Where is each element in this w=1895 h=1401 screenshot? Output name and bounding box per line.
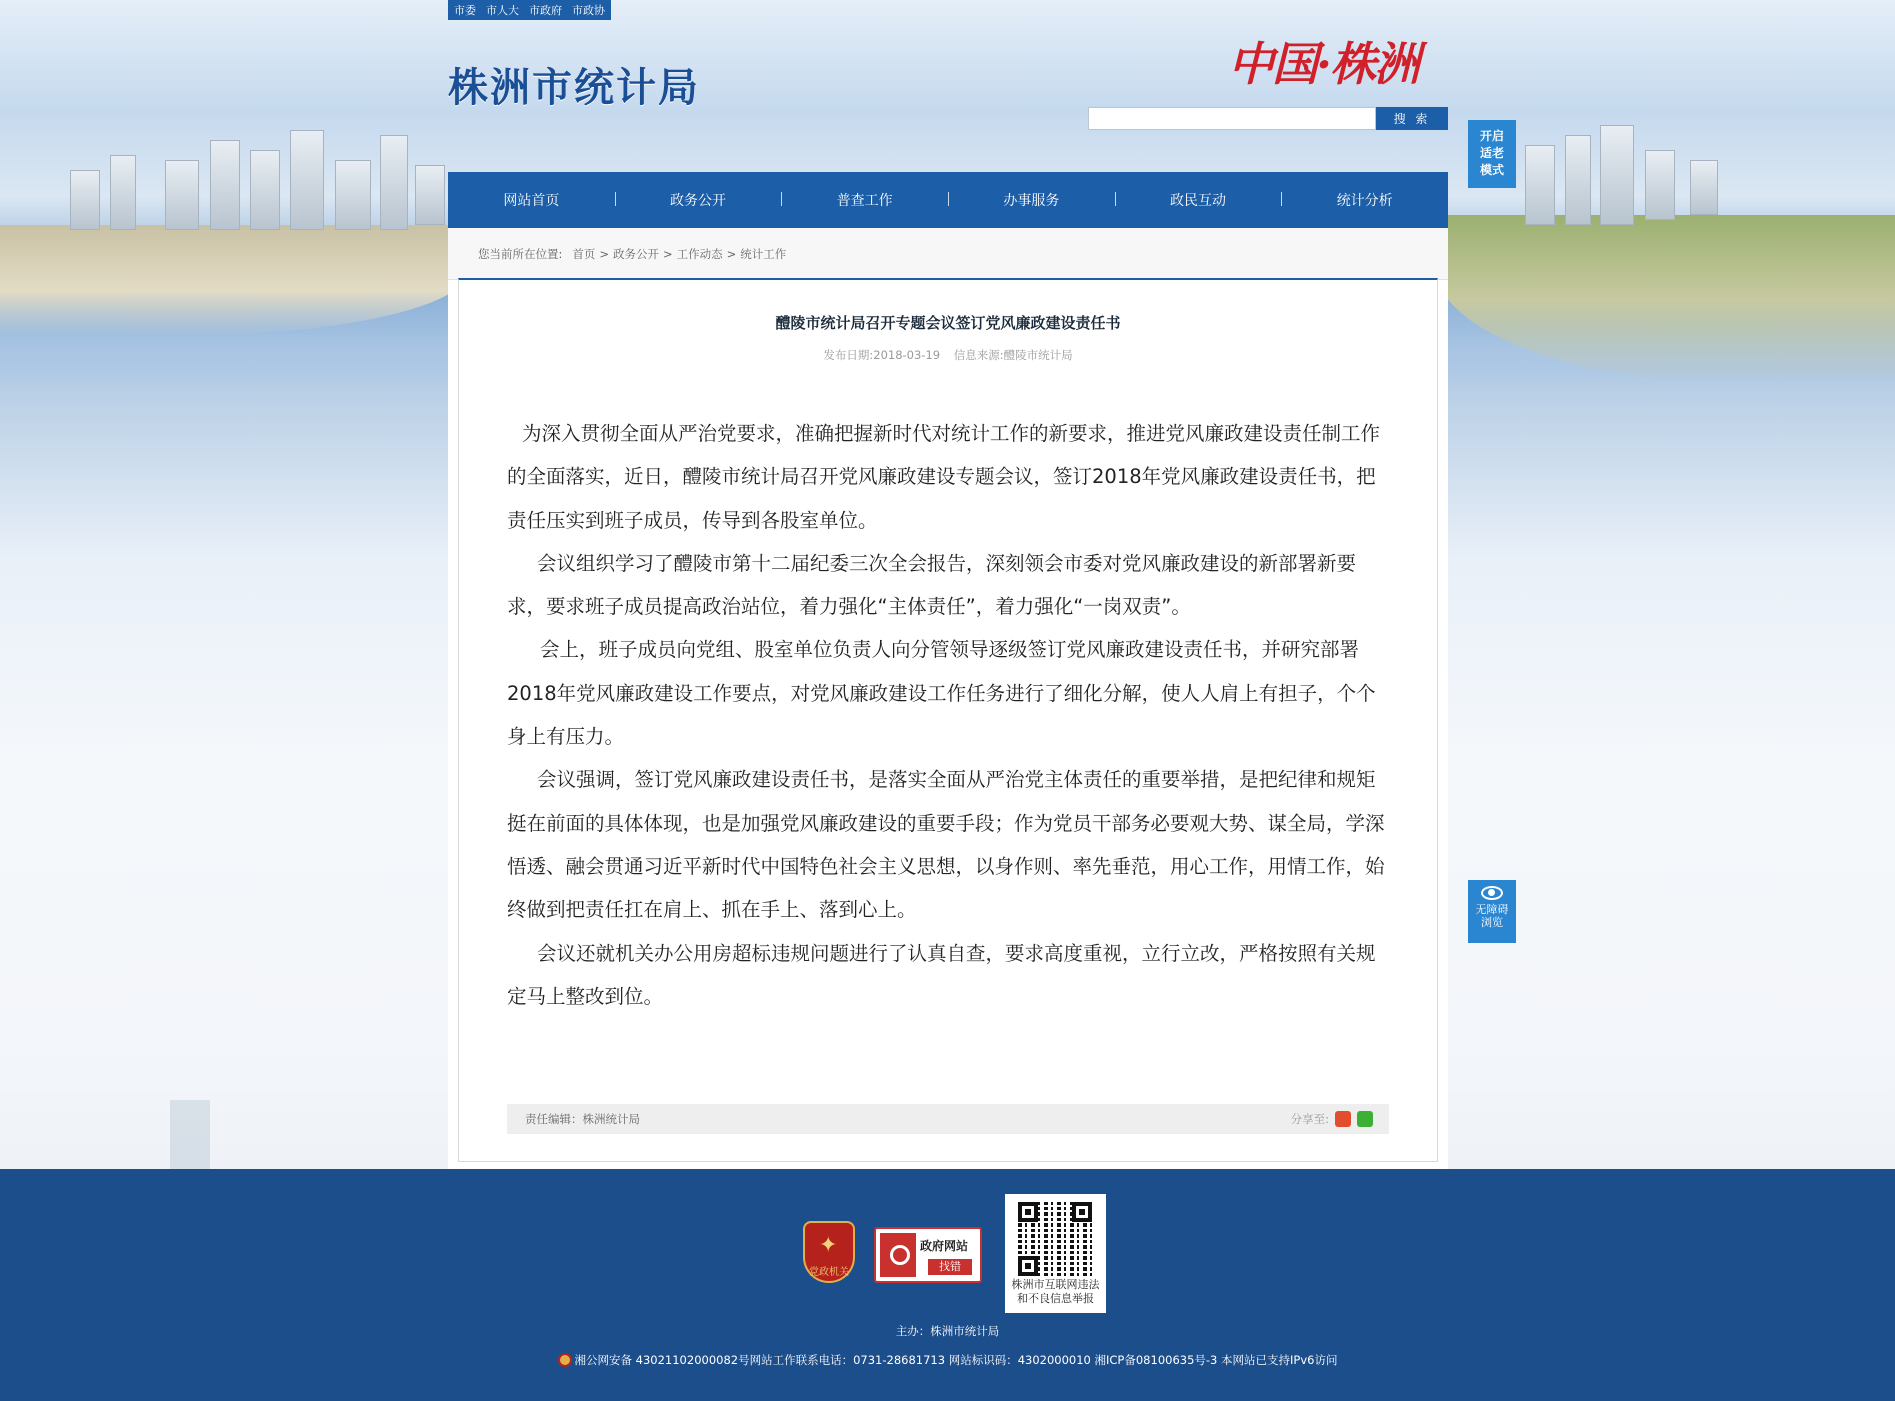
article-paragraph: 会议还就机关办公用房超标违规问题进行了认真自查，要求高度重视，立行立改，严格按照有关规定马上整改到位。 (507, 941, 1376, 1008)
emblem-icon: ✦ (819, 1233, 838, 1258)
article-meta (459, 347, 1437, 363)
main-container (448, 172, 1448, 1172)
elderly-mode-button[interactable] (1468, 120, 1516, 188)
qr-caption-line-2: 和不良信息举报 (1017, 1292, 1094, 1305)
nav-item-census[interactable]: 普查工作 (781, 190, 948, 210)
zhuzhou-calligraphy-logo: 中国·株洲 (1228, 37, 1419, 91)
police-badge-icon (558, 1353, 572, 1367)
publish-date-label: 发布日期: (823, 348, 874, 362)
responsible-editor: 责任编辑：株洲统计局 (525, 1112, 640, 1126)
site-host: 主办：株洲市统计局 (895, 1324, 1000, 1338)
top-link-party-committee[interactable]: 市委 (454, 4, 476, 17)
publish-date: 2018-03-19 (873, 348, 941, 362)
breadcrumb-statistics-work[interactable]: 统计工作 (740, 246, 787, 261)
report-qr-code (1005, 1194, 1106, 1313)
party-government-badge[interactable] (803, 1221, 855, 1283)
article-paragraph: 会上，班子成员向党组、股室单位负责人向分管领导逐级签订党风廉政建设责任书，并研究部署2018年党风廉政建设工作要点，对党风廉政建设工作任务进行了细化分解，使人人肩上有担子，个个身上有压力。 (507, 638, 1376, 749)
report-error-badge[interactable] (874, 1227, 982, 1283)
wechat-share-icon[interactable] (1357, 1111, 1373, 1127)
report-error-title: 政府网站 (920, 1239, 969, 1253)
breadcrumb-government-affairs[interactable]: 政务公开 (613, 246, 660, 261)
article-footer-bar (507, 1104, 1389, 1134)
search-input[interactable] (1088, 107, 1376, 130)
top-link-peoples-congress[interactable]: 市人大 (486, 4, 519, 17)
party-government-label: 党政机关 (809, 1267, 849, 1278)
eye-icon (1481, 886, 1503, 900)
nav-item-statistical-analysis[interactable]: 统计分析 (1281, 190, 1448, 210)
breadcrumb (448, 228, 1448, 280)
accessibility-label-2: 浏览 (1481, 916, 1503, 929)
breadcrumb-separator: > (726, 246, 737, 261)
qr-caption-line-1: 株洲市互联网违法 (1011, 1278, 1100, 1291)
site-footer (0, 1169, 1895, 1401)
nav-item-home[interactable]: 网站首页 (503, 193, 560, 209)
accessibility-button[interactable] (1468, 880, 1516, 943)
breadcrumb-label: 您当前所在位置: (478, 246, 563, 261)
elderly-mode-label-1: 开启 (1479, 129, 1504, 143)
report-error-button: 找错 (928, 1259, 972, 1275)
source-label: 信息来源: (953, 348, 1004, 362)
elderly-mode-label-3: 模式 (1479, 163, 1504, 177)
weibo-share-icon[interactable] (1335, 1111, 1351, 1127)
magnifier-icon (890, 1245, 910, 1265)
top-link-cppcc[interactable]: 市政协 (572, 4, 605, 17)
accessibility-label-1: 无障碍 (1475, 903, 1509, 916)
breadcrumb-separator: > (599, 246, 610, 261)
article-title: 醴陵市统计局召开专题会议签订党风廉政建设责任书 (775, 314, 1121, 332)
icp-info (0, 1352, 1895, 1368)
share-label: 分享至: (1290, 1112, 1329, 1126)
article-paragraph: 会议强调，签订党风廉政建设责任书，是落实全面从严治党主体责任的重要举措，是把纪律和规矩挺在前面的具体体现，也是加强党风廉政建设的重要手段；作为党员干部务必要观大势、谋全局，学深悟透、融会贯通习近平新时代中国特色社会主义思想，以身作则、率先垂范，用心工作，用情工作，始终做到把责任扛在肩上、抓在手上、落到心上。 (507, 768, 1385, 922)
search-bar (1088, 107, 1448, 130)
article-paragraph: 为深入贯彻全面从严治党要求，准确把握新时代对统计工作的新要求，推进党风廉政建设责任制工作的全面落实，近日，醴陵市统计局召开党风廉政建设专题会议，签订2018年党风廉政建设责任书，把责任压实到班子成员，传导到各股室单位。 (507, 422, 1381, 532)
qr-caption (1005, 1278, 1106, 1306)
article-panel (458, 278, 1438, 1162)
icp-text[interactable]: 湘公网安备 43021102000082号网站工作联系电话：0731-28681713 网站标识码：4302000010 湘ICP备08100635号-3 本网站已支持IPv6访问 (574, 1353, 1338, 1367)
site-title[interactable]: 株洲市统计局 (448, 65, 700, 111)
top-link-government[interactable]: 市政府 (529, 4, 562, 17)
top-links-bar (448, 0, 611, 20)
article-paragraph: 会议组织学习了醴陵市第十二届纪委三次全会报告，深刻领会市委对党风廉政建设的新部署新要求，要求班子成员提高政治站位，着力强化“主体责任”，着力强化“一岗双责”。 (507, 551, 1357, 619)
main-nav (448, 172, 1448, 228)
nav-item-services[interactable]: 办事服务 (948, 190, 1115, 210)
source-value: 醴陵市统计局 (1003, 348, 1073, 362)
nav-item-interaction[interactable]: 政民互动 (1115, 190, 1282, 210)
breadcrumb-work-news[interactable]: 工作动态 (676, 246, 723, 261)
elderly-mode-label-2: 适老 (1479, 146, 1504, 160)
article-body (507, 412, 1391, 1018)
share-group (1291, 1111, 1373, 1127)
breadcrumb-home[interactable]: 首页 (572, 246, 596, 261)
breadcrumb-separator: > (663, 246, 673, 261)
nav-item-government-affairs[interactable]: 政务公开 (615, 190, 782, 210)
search-button[interactable]: 搜 索 (1376, 107, 1448, 130)
report-error-icon-box (880, 1233, 916, 1277)
